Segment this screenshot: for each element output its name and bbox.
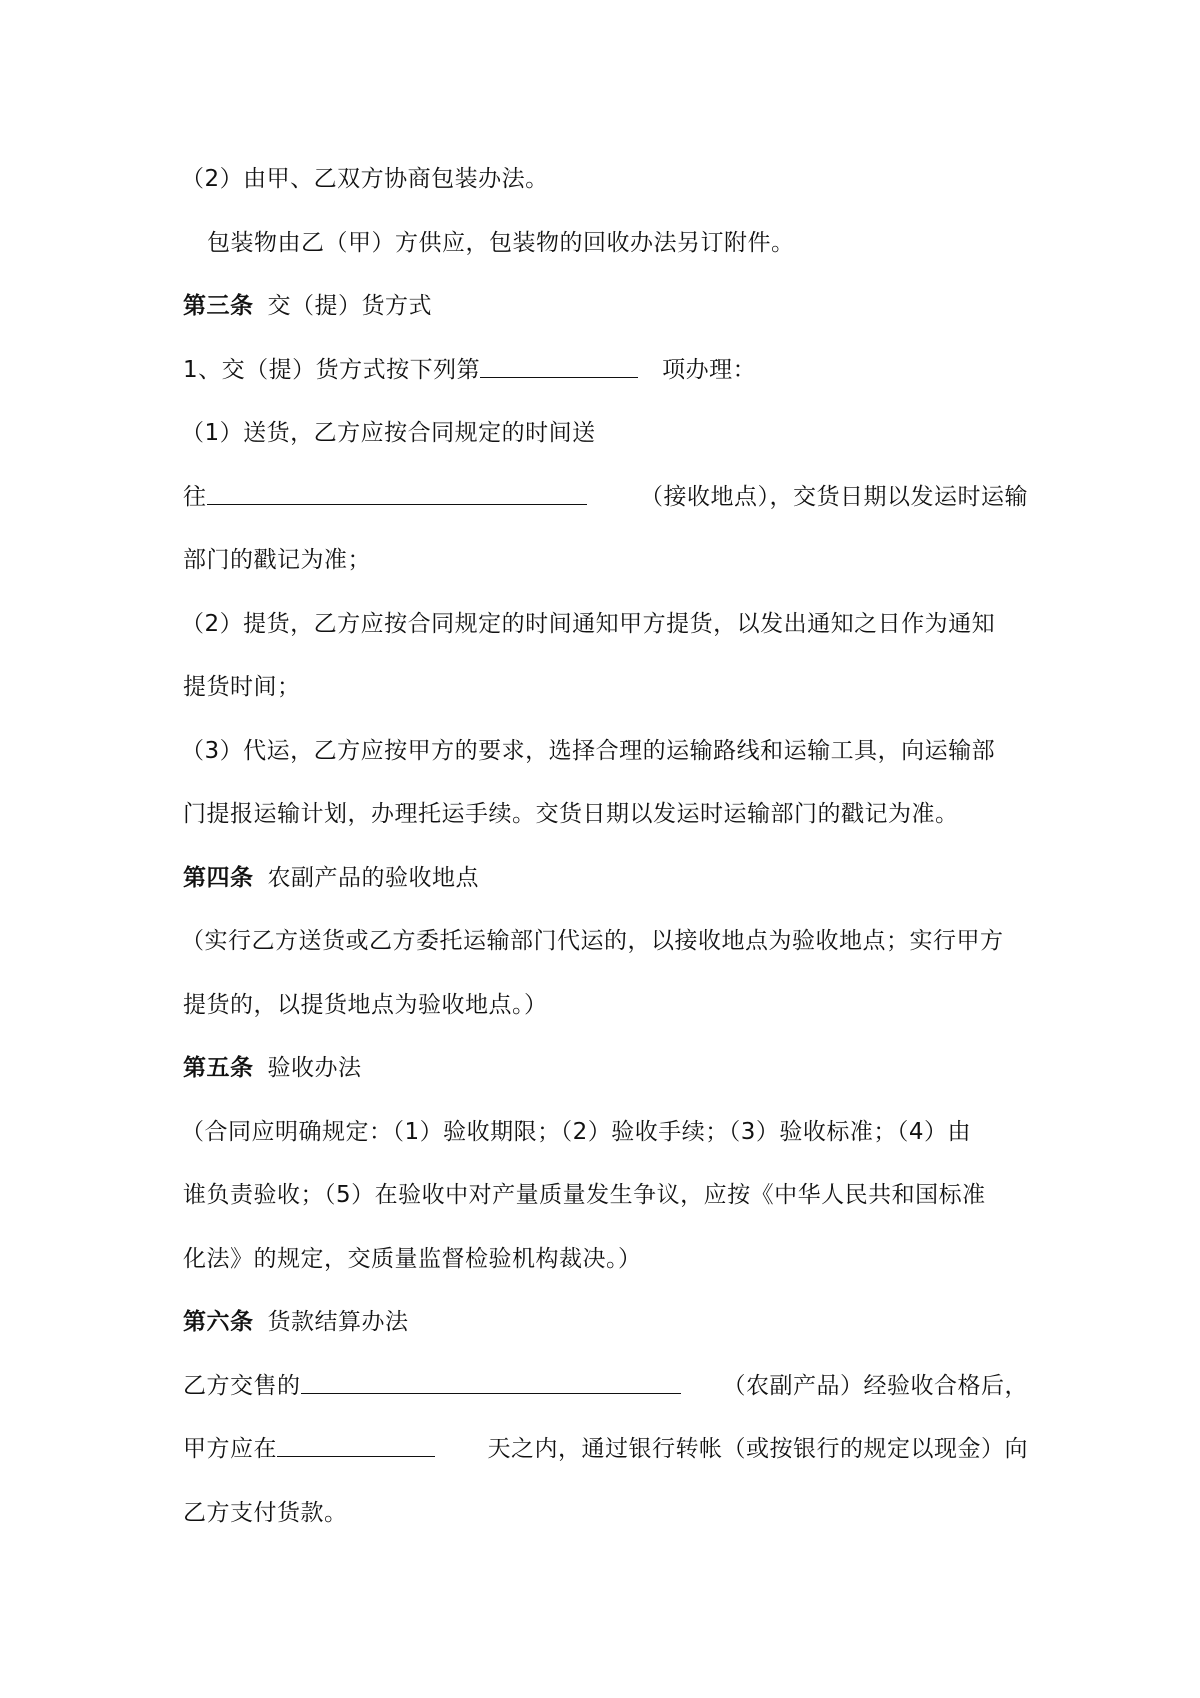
text: （2）提货，乙方应按合同规定的时间通知甲方提货，以发出通知之日作为通知 — [181, 610, 996, 637]
text: 往 — [183, 483, 207, 510]
delivery-option-3 — [181, 720, 1033, 784]
text: 包装物由乙（甲）方供应，包装物的回收办法另订附件。 — [207, 229, 795, 256]
article-6-heading — [183, 1291, 1033, 1355]
text: （接收地点），交货日期以发运时运输 — [640, 483, 1028, 510]
text: 甲方应在 — [183, 1436, 277, 1462]
delivery-option-3-end — [183, 783, 1033, 847]
text: （合同应明确规定：（1）验收期限；（2）验收手续；（3）验收标准；（4）由 — [181, 1118, 972, 1145]
text: 项办理： — [662, 356, 757, 383]
text: （实行乙方送货或乙方委托运输部门代运的，以接收地点为验收地点；实行甲方 — [181, 928, 1004, 954]
inspection-location-note — [181, 910, 1033, 974]
text: 天之内，通过银行转帐（或按银行的规定以现金）向 — [487, 1436, 1028, 1462]
text: （3）代运，乙方应按甲方的要求，选择合理的运输路线和运输工具，向运输部 — [181, 737, 996, 764]
text: 提货的，以提货地点为验收地点。） — [183, 991, 548, 1018]
article-5-heading — [183, 1037, 1033, 1101]
payment-product-line — [183, 1355, 1028, 1419]
article-label: 第四条 — [183, 864, 254, 891]
inspection-location-note-end — [183, 974, 1033, 1038]
text: 门提报运输计划，办理托运手续。交货日期以发运时运输部门的戳记为准。 — [183, 801, 959, 827]
text: 部门的戳记为准； — [183, 547, 371, 573]
packaging-method-2 — [181, 148, 1033, 212]
text: 1、交（提）货方式按下列第 — [183, 356, 481, 383]
item-number-blank[interactable] — [480, 357, 638, 378]
packaging-supply-note — [207, 212, 1033, 276]
delivery-method-item — [183, 339, 1033, 403]
delivery-option-1-end — [183, 529, 1033, 593]
delivery-option-1 — [181, 402, 1033, 466]
inspection-method-note-end — [183, 1228, 1033, 1292]
product-name-blank[interactable] — [301, 1373, 681, 1394]
text: （农副产品）经验收合格后， — [722, 1372, 1028, 1399]
article-label: 第五条 — [183, 1055, 254, 1081]
article-label: 第三条 — [183, 293, 254, 319]
text: 谁负责验收；（5）在验收中对产量质量发生争议，应按《中华人民共和国标准 — [183, 1182, 986, 1208]
delivery-option-2-end — [183, 656, 1033, 720]
delivery-option-1-cont — [183, 466, 1028, 530]
article-3-heading — [183, 275, 1033, 339]
text: 提货时间； — [183, 674, 301, 700]
document-body — [183, 148, 1033, 1545]
delivery-option-2 — [181, 593, 1033, 657]
text: 乙方交售的 — [183, 1372, 301, 1399]
text: 化法》的规定，交质量监督检验机构裁决。） — [183, 1245, 642, 1272]
article-4-heading — [183, 847, 1033, 911]
inspection-method-note-cont — [183, 1164, 1033, 1228]
inspection-method-note — [181, 1101, 1033, 1165]
article-title: 货款结算办法 — [267, 1309, 409, 1335]
article-title: 交（提）货方式 — [267, 293, 432, 319]
receiving-location-blank[interactable] — [207, 484, 587, 505]
article-title: 农副产品的验收地点 — [267, 864, 479, 891]
payment-end — [183, 1482, 1033, 1546]
text: （1）送货，乙方应按合同规定的时间送 — [181, 420, 596, 446]
article-label: 第六条 — [183, 1309, 254, 1335]
days-blank[interactable] — [277, 1436, 435, 1457]
text: 乙方支付货款。 — [183, 1499, 348, 1526]
text: （2）由甲、乙双方协商包装办法。 — [181, 166, 549, 192]
article-title: 验收办法 — [267, 1055, 362, 1081]
payment-days-line — [183, 1418, 1028, 1482]
